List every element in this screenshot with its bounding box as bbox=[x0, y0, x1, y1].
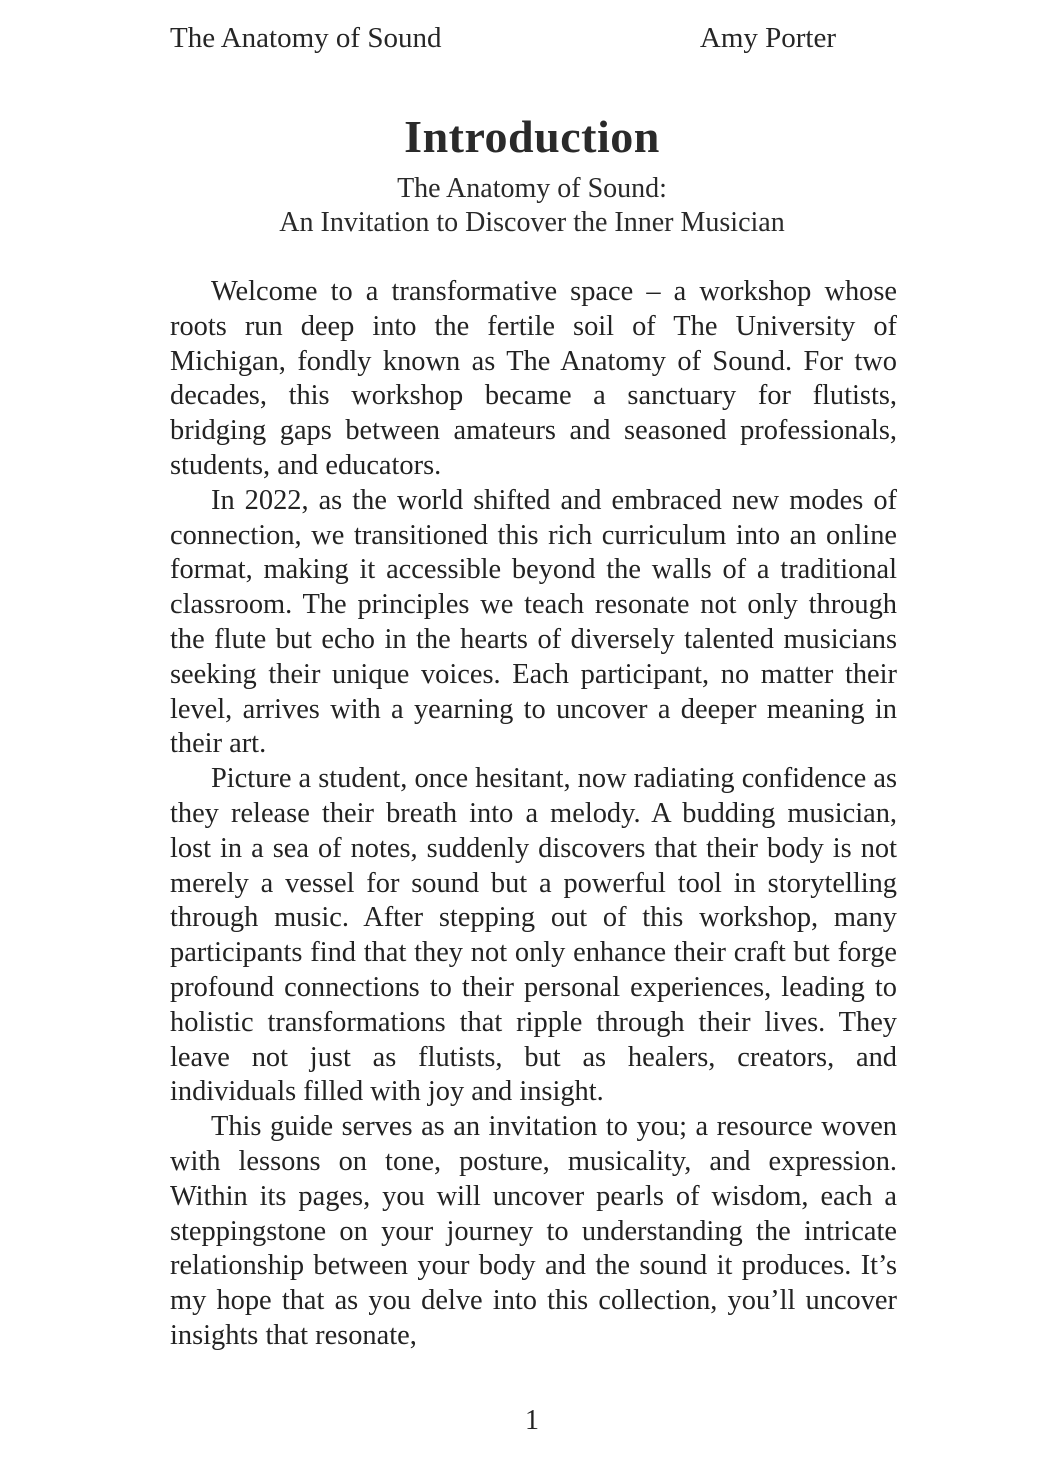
body-text bbox=[170, 275, 897, 1354]
chapter-subtitle bbox=[0, 172, 1064, 240]
running-header bbox=[170, 20, 836, 56]
paragraph-1: Welcome to a transformative space – a workshop whose roots run deep into the fertile soil of The University of Michigan, fondly known as The Anatomy of Sound. For two decades, this workshop became a sanctuary for flutists, bridging gaps between amateurs and seasoned professionals, students, and educators. bbox=[170, 276, 897, 481]
header-book-title: The Anatomy of Sound bbox=[170, 22, 442, 54]
chapter-title: Introduction bbox=[404, 111, 660, 162]
header-author: Amy Porter bbox=[699, 22, 836, 54]
subtitle-line-1: The Anatomy of Sound: bbox=[397, 173, 667, 204]
paragraph-3: Picture a student, once hesitant, now radiating confidence as they release their breath into a melody. A budding musician, lost in a sea of notes, suddenly discovers that their body is not merely a vessel for sound but a powerful tool in storytelling through music. After stepping out of this workshop, many participants find that they not only enhance their craft but forge profound connections to their personal experiences, leading to holistic transformations that ripple through their lives. They leave not just as flutists, but as healers, creators, and individuals filled with joy and insight. bbox=[170, 763, 897, 1108]
paragraph-2: In 2022, as the world shifted and embraced new modes of connection, we transitioned this rich curriculum into an online format, making it accessible beyond the walls of a traditional classroom. The principles we teach resonate not only through the flute but echo in the hearts of diversely talented musicians seeking their unique voices. Each participant, no matter their level, arrives with a yearning to uncover a deeper meaning in their art. bbox=[170, 484, 897, 760]
paragraph-4: This guide serves as an invitation to you; a resource woven with lessons on tone, posture, musicality, and expression. Within its pages, you will uncover pearls of wisdom, each a steppingstone on your journey to understanding the intricate relationship between your body and the sound it produces. It’s my hope that as you delve into this collection, you’ll uncover insights that resonate, bbox=[170, 1111, 897, 1351]
page-number: 1 bbox=[525, 1405, 539, 1436]
subtitle-line-2: An Invitation to Discover the Inner Musician bbox=[279, 207, 785, 238]
